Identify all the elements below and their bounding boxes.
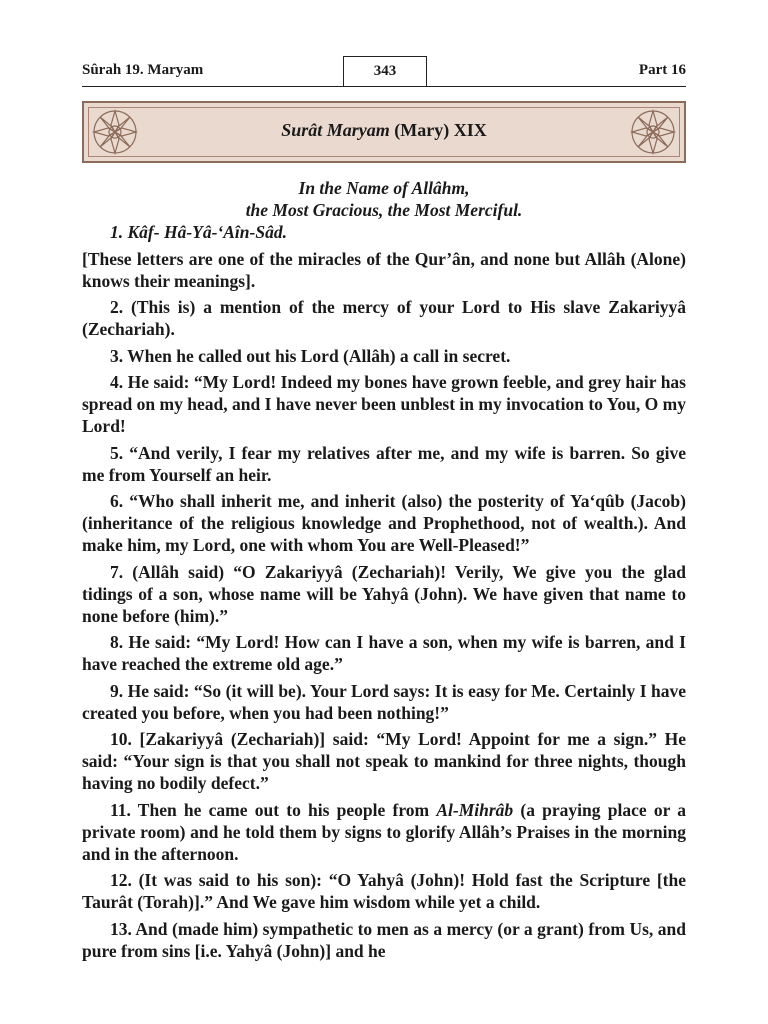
surah-title [84,120,684,141]
verse-11-part-a: 11. Then he came out to his people from [110,799,437,820]
bismillah-line-2: the Most Gracious, the Most Merciful. [245,200,523,220]
verse-1-note: [These letters are one of the miracles of the Qur’ân, and none but Allâh (Alone) knows their meanings]. [82,248,686,291]
verse-1: 1. Kâf- Hâ-Yâ-‘Aîn-Sâd. [110,222,287,242]
verse-13: 13. And (made him) sympathetic to men as a mercy (or a grant) from Us, and pure from sins [i.e. Yahyâ (John)] and he [82,918,686,961]
verse-8: 8. He said: “My Lord! How can I have a son, when my wife is barren, and I have reached the extreme old age.” [82,632,686,674]
verse-list [82,221,686,962]
verse-11-italic: Al-Mihrâb [436,799,514,820]
verse-10: 10. [Zakariyyâ (Zechariah)] said: “My Lord! Appoint for me a sign.” He said: “Your sign is that you shall not speak to mankind for three nights, though having no bodily defect.” [82,729,686,793]
surah-title-rest: (Mary) XIX [389,120,487,140]
page-header [82,56,686,87]
page-number: 343 [343,56,427,86]
verse-11-part-b: (a praying place or a private room) and he told them by signs to glorify Allâh’s Praises in the morning and in the afternoon. [82,799,686,864]
verse-6: 6. “Who shall inherit me, and inherit (also) the posterity of Ya‘qûb (Jacob) (inheritance of the religious knowledge and Prophethood, not of wealth.). And make him, my Lord, one with whom You are Well-Pleased!” [82,491,686,555]
verse-7: 7. (Allâh said) “O Zakariyyâ (Zechariah)! Verily, We give you the glad tidings of a son, whose name will be Yahyâ (John). We have given that name to none before (him).” [82,561,686,626]
surah-name: Sûrah 19. Maryam [82,62,204,78]
floral-ornament-icon [628,107,678,157]
verse-3: 3. When he called out his Lord (Allâh) a call in secret. [110,345,511,366]
verse-11 [82,799,686,865]
bismillah-line-1: In the Name of Allâhm, [298,178,470,198]
verse-5: 5. “And verily, I fear my relatives after me, and my wife is barren. So give me from Yourself an heir. [82,442,686,485]
verse-4: 4. He said: “My Lord! Indeed my bones have grown feeble, and grey hair has spread on my head, and I have never been unblest in my invocation to You, O my Lord! [82,372,686,436]
part-number: Part 16 [638,62,686,78]
surah-title-italic: Surât Maryam [281,120,390,140]
bismillah [82,177,686,221]
quran-page [82,56,686,966]
verse-2: 2. (This is) a mention of the mercy of your Lord to His slave Zakariyyâ (Zechariah). [82,297,686,339]
verse-12: 12. (It was said to his son): “O Yahyâ (John)! Hold fast the Scripture [the Taurât (Torah)].” And We gave him wisdom while yet a child. [82,870,686,912]
verse-9: 9. He said: “So (it will be). Your Lord says: It is easy for Me. Certainly I have created you before, when you had been nothing!” [82,680,686,723]
surah-banner [82,101,686,163]
